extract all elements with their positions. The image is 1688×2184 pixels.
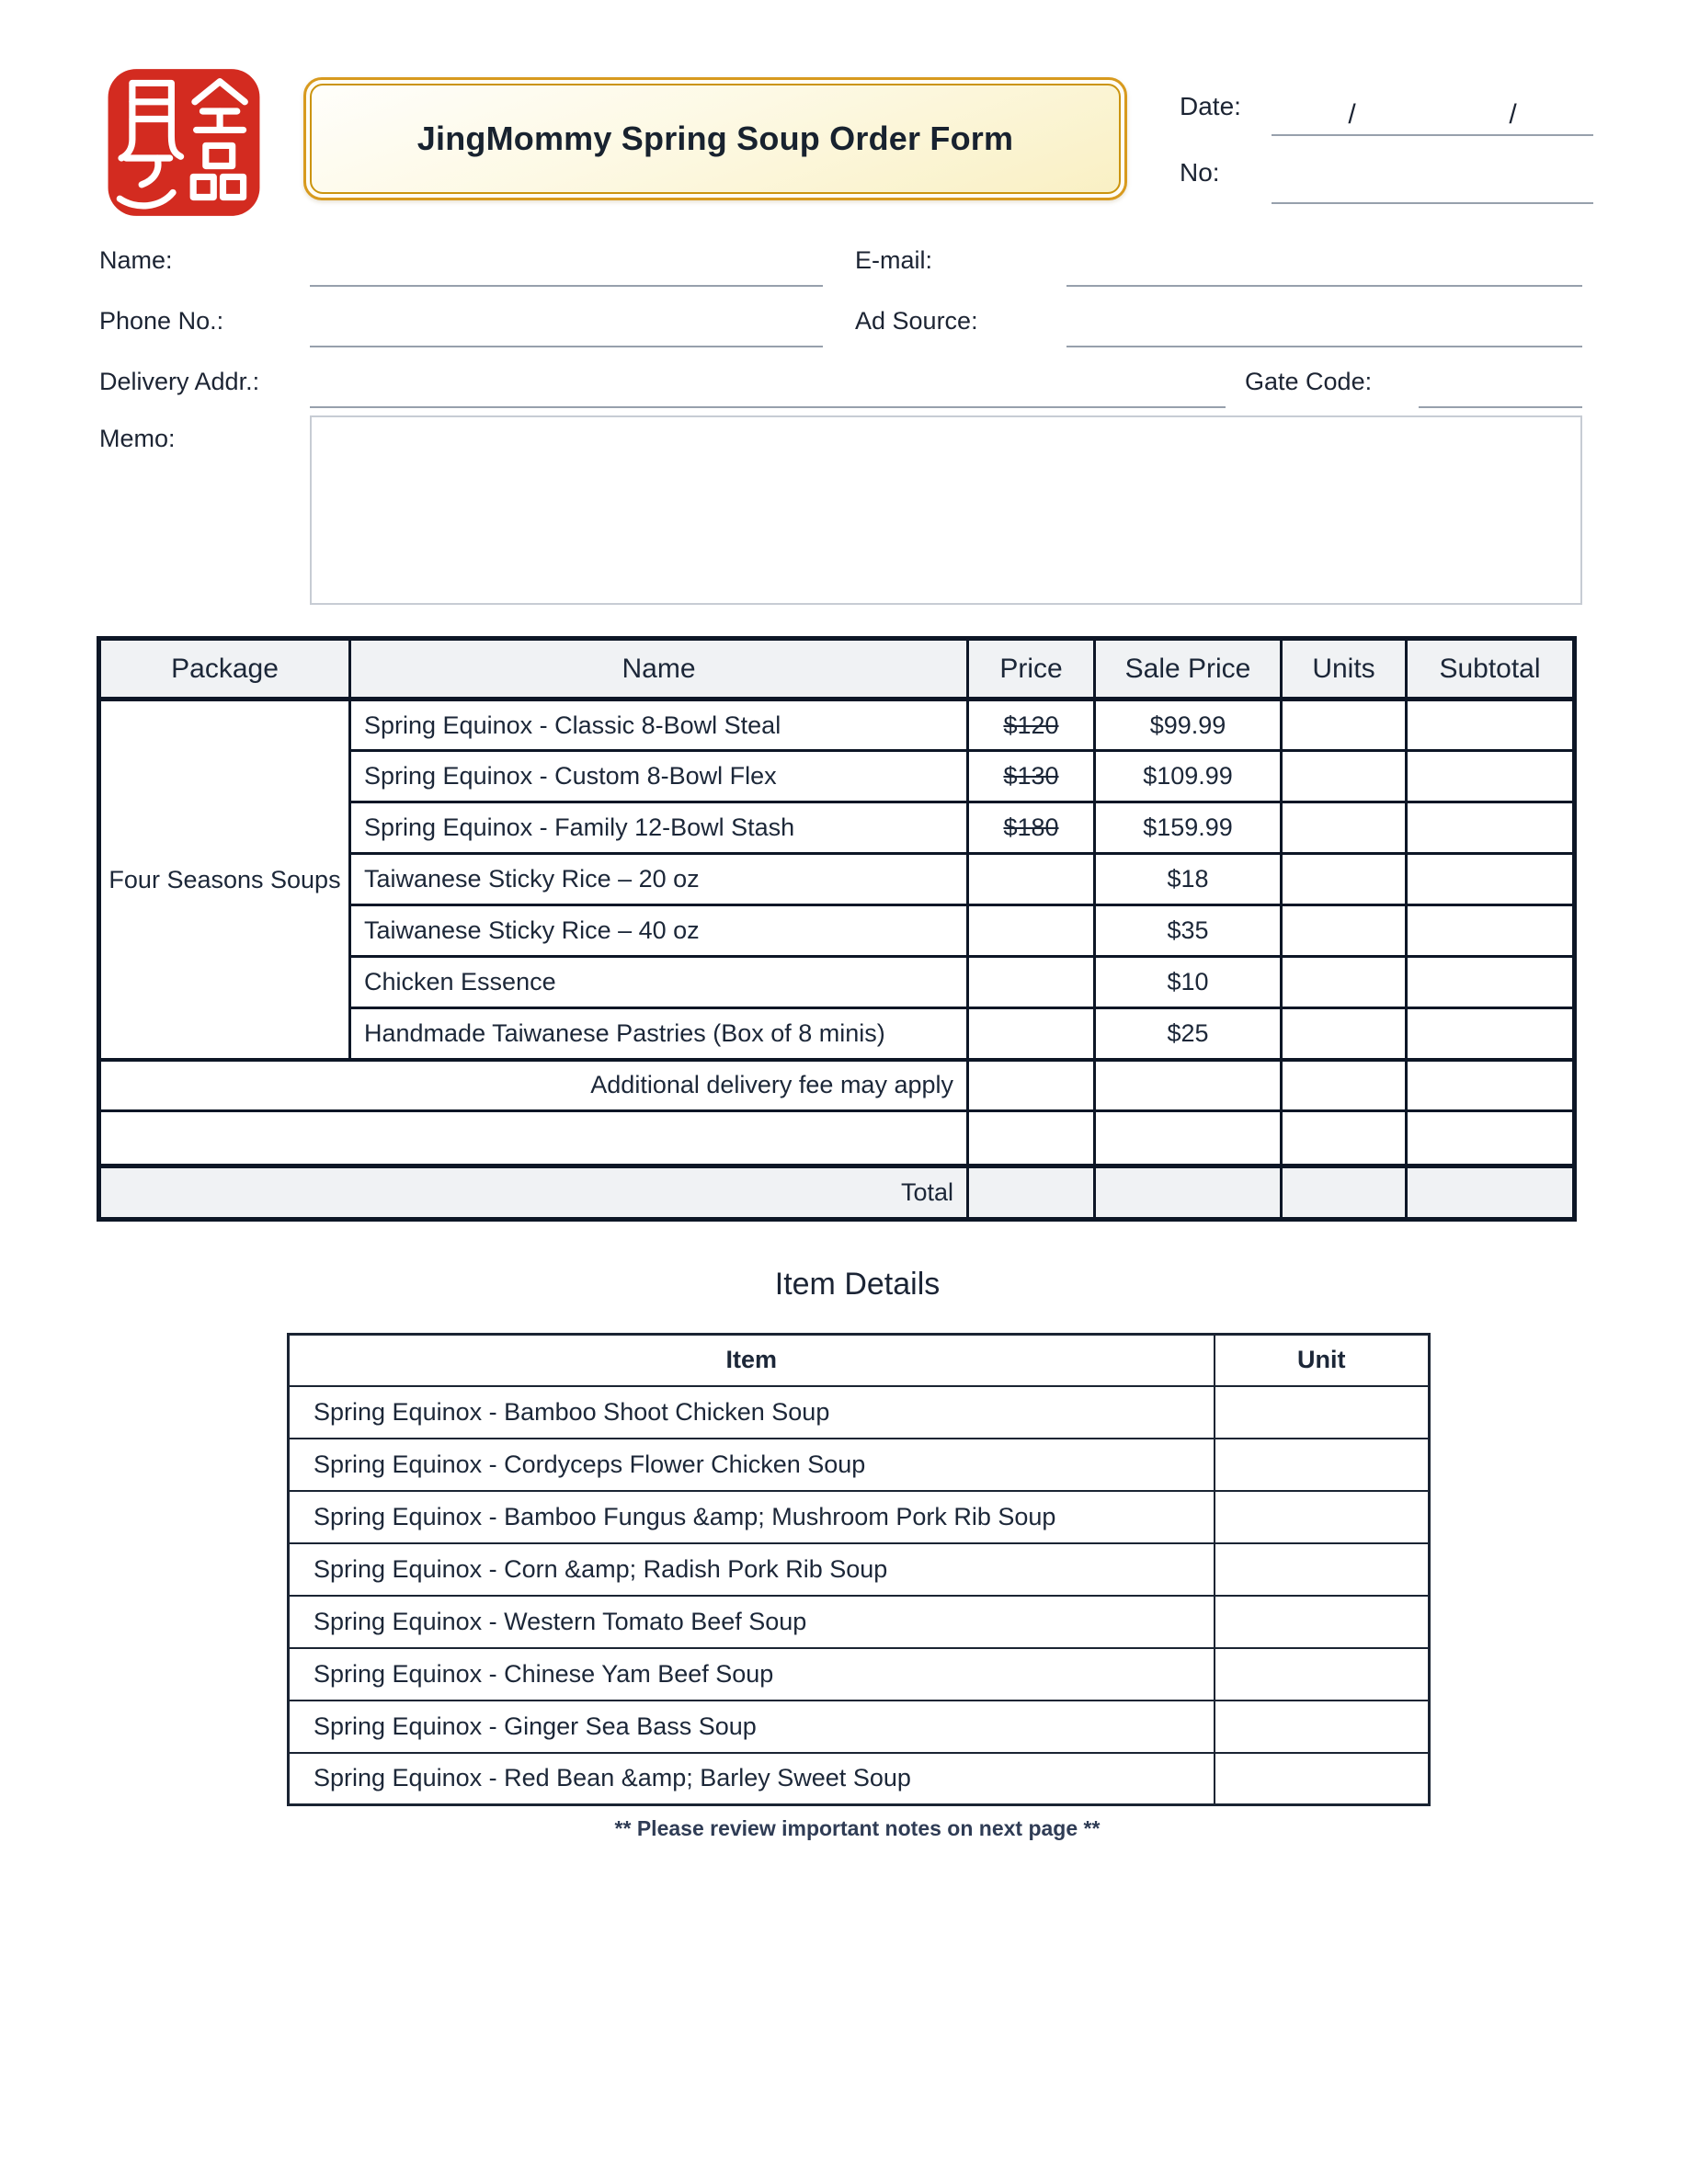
item-sale-price: $18: [1095, 854, 1282, 905]
col-header-name: Name: [350, 639, 968, 700]
item-price: [968, 1008, 1095, 1060]
item-details-table: [287, 1333, 1431, 1806]
gate-code-input-line[interactable]: [1419, 368, 1582, 408]
date-slash-2: /: [1509, 99, 1517, 130]
units-input-cell[interactable]: [1282, 700, 1407, 751]
package-group-cell: Four Seasons Soups: [99, 700, 350, 1060]
order-table: [97, 636, 1577, 1222]
total-subtotal-cell[interactable]: [1407, 1166, 1575, 1220]
total-label: Total: [99, 1166, 968, 1220]
unit-input-cell[interactable]: [1215, 1386, 1430, 1439]
detail-item-name: Spring Equinox - Ginger Sea Bass Soup: [289, 1701, 1215, 1753]
subtotal-input-cell[interactable]: [1407, 700, 1575, 751]
phone-input-line[interactable]: [310, 307, 823, 347]
list-item: [289, 1648, 1430, 1701]
col-header-sale-price: Sale Price: [1095, 639, 1282, 700]
memo-label: Memo:: [99, 425, 176, 452]
units-input-cell[interactable]: [1282, 905, 1407, 957]
col-header-units: Units: [1282, 639, 1407, 700]
subtotal-input-cell[interactable]: [1407, 751, 1575, 802]
blank-sale-price-cell[interactable]: [1095, 1111, 1282, 1166]
item-price: $130: [968, 751, 1095, 802]
item-name: Spring Equinox - Family 12-Bowl Stash: [350, 802, 968, 854]
order-table-header-row: [99, 639, 1575, 700]
list-item: [289, 1491, 1430, 1543]
detail-item-name: Spring Equinox - Bamboo Fungus &amp; Mushroom Pork Rib Soup: [289, 1491, 1215, 1543]
item-name: Taiwanese Sticky Rice – 20 oz: [350, 854, 968, 905]
date-label: Date:: [1180, 92, 1241, 120]
item-name: Chicken Essence: [350, 957, 968, 1008]
item-price: [968, 905, 1095, 957]
list-item: [289, 1386, 1430, 1439]
col-header-unit: Unit: [1215, 1335, 1430, 1386]
subtotal-input-cell[interactable]: [1407, 802, 1575, 854]
unit-input-cell[interactable]: [1215, 1543, 1430, 1596]
list-item: [289, 1543, 1430, 1596]
name-label: Name:: [99, 246, 173, 274]
fee-price-cell[interactable]: [968, 1060, 1095, 1111]
order-no-input-line[interactable]: [1272, 154, 1593, 204]
item-name: Handmade Taiwanese Pastries (Box of 8 minis): [350, 1008, 968, 1060]
unit-input-cell[interactable]: [1215, 1439, 1430, 1491]
fee-units-cell[interactable]: [1282, 1060, 1407, 1111]
blank-units-cell[interactable]: [1282, 1111, 1407, 1166]
page-title: JingMommy Spring Soup Order Form: [416, 119, 1014, 157]
detail-item-name: Spring Equinox - Bamboo Shoot Chicken Soup: [289, 1386, 1215, 1439]
detail-item-name: Spring Equinox - Corn &amp; Radish Pork Rib Soup: [289, 1543, 1215, 1596]
item-sale-price: $10: [1095, 957, 1282, 1008]
unit-input-cell[interactable]: [1215, 1596, 1430, 1648]
list-item: [289, 1596, 1430, 1648]
delivery-fee-row: [99, 1060, 1575, 1111]
units-input-cell[interactable]: [1282, 751, 1407, 802]
title-banner-inner: [310, 84, 1121, 194]
item-sale-price: $25: [1095, 1008, 1282, 1060]
subtotal-input-cell[interactable]: [1407, 957, 1575, 1008]
subtotal-input-cell[interactable]: [1407, 854, 1575, 905]
subtotal-input-cell[interactable]: [1407, 1008, 1575, 1060]
title-banner: [303, 77, 1127, 200]
item-sale-price: $159.99: [1095, 802, 1282, 854]
item-sale-price: $99.99: [1095, 700, 1282, 751]
col-header-price: Price: [968, 639, 1095, 700]
item-name: Spring Equinox - Custom 8-Bowl Flex: [350, 751, 968, 802]
date-input-line[interactable]: [1272, 86, 1593, 136]
subtotal-input-cell[interactable]: [1407, 905, 1575, 957]
gate-code-label: Gate Code:: [1245, 368, 1373, 395]
delivery-addr-input-line[interactable]: [310, 368, 1226, 408]
order-no-label: No:: [1180, 158, 1220, 187]
footer-note: ** Please review important notes on next page **: [614, 1816, 1101, 1840]
delivery-fee-note: Additional delivery fee may apply: [99, 1060, 968, 1111]
col-header-item: Item: [289, 1335, 1215, 1386]
detail-item-name: Spring Equinox - Western Tomato Beef Soup: [289, 1596, 1215, 1648]
unit-input-cell[interactable]: [1215, 1648, 1430, 1701]
email-input-line[interactable]: [1066, 246, 1582, 287]
units-input-cell[interactable]: [1282, 1008, 1407, 1060]
fee-subtotal-cell[interactable]: [1407, 1060, 1575, 1111]
memo-input-box[interactable]: [310, 415, 1582, 605]
col-header-package: Package: [99, 639, 350, 700]
item-sale-price: $35: [1095, 905, 1282, 957]
name-input-line[interactable]: [310, 246, 823, 287]
units-input-cell[interactable]: [1282, 854, 1407, 905]
item-price: $120: [968, 700, 1095, 751]
item-price: $180: [968, 802, 1095, 854]
detail-item-name: Spring Equinox - Cordyceps Flower Chicken Soup: [289, 1439, 1215, 1491]
detail-item-name: Spring Equinox - Chinese Yam Beef Soup: [289, 1648, 1215, 1701]
item-sale-price: $109.99: [1095, 751, 1282, 802]
total-price-cell[interactable]: [968, 1166, 1095, 1220]
table-row: [99, 700, 1575, 751]
delivery-addr-label: Delivery Addr.:: [99, 368, 260, 395]
blank-name-cell[interactable]: [99, 1111, 968, 1166]
red-seal-icon: [103, 64, 265, 221]
email-label: E-mail:: [855, 246, 933, 274]
item-price: [968, 957, 1095, 1008]
unit-input-cell[interactable]: [1215, 1491, 1430, 1543]
total-sale-price-cell[interactable]: [1095, 1166, 1282, 1220]
list-item: [289, 1701, 1430, 1753]
ad-source-input-line[interactable]: [1066, 307, 1582, 347]
total-units-cell[interactable]: [1282, 1166, 1407, 1220]
units-input-cell[interactable]: [1282, 957, 1407, 1008]
unit-input-cell[interactable]: [1215, 1753, 1430, 1805]
item-details-title: Item Details: [774, 1267, 941, 1302]
list-item: [289, 1439, 1430, 1491]
phone-label: Phone No.:: [99, 307, 224, 335]
col-header-subtotal: Subtotal: [1407, 639, 1575, 700]
units-input-cell[interactable]: [1282, 802, 1407, 854]
item-details-header-row: [289, 1335, 1430, 1386]
ad-source-label: Ad Source:: [855, 307, 978, 335]
item-price: [968, 854, 1095, 905]
detail-item-name: Spring Equinox - Red Bean &amp; Barley Sweet Soup: [289, 1753, 1215, 1805]
item-name: Taiwanese Sticky Rice – 40 oz: [350, 905, 968, 957]
blank-subtotal-cell[interactable]: [1407, 1111, 1575, 1166]
item-name: Spring Equinox - Classic 8-Bowl Steal: [350, 700, 968, 751]
blank-price-cell[interactable]: [968, 1111, 1095, 1166]
blank-row: [99, 1111, 1575, 1166]
total-row: [99, 1166, 1575, 1220]
fee-sale-price-cell[interactable]: [1095, 1060, 1282, 1111]
unit-input-cell[interactable]: [1215, 1701, 1430, 1753]
jingmommy-seal-logo: [103, 64, 265, 221]
list-item: [289, 1753, 1430, 1805]
date-slash-1: /: [1348, 99, 1356, 130]
